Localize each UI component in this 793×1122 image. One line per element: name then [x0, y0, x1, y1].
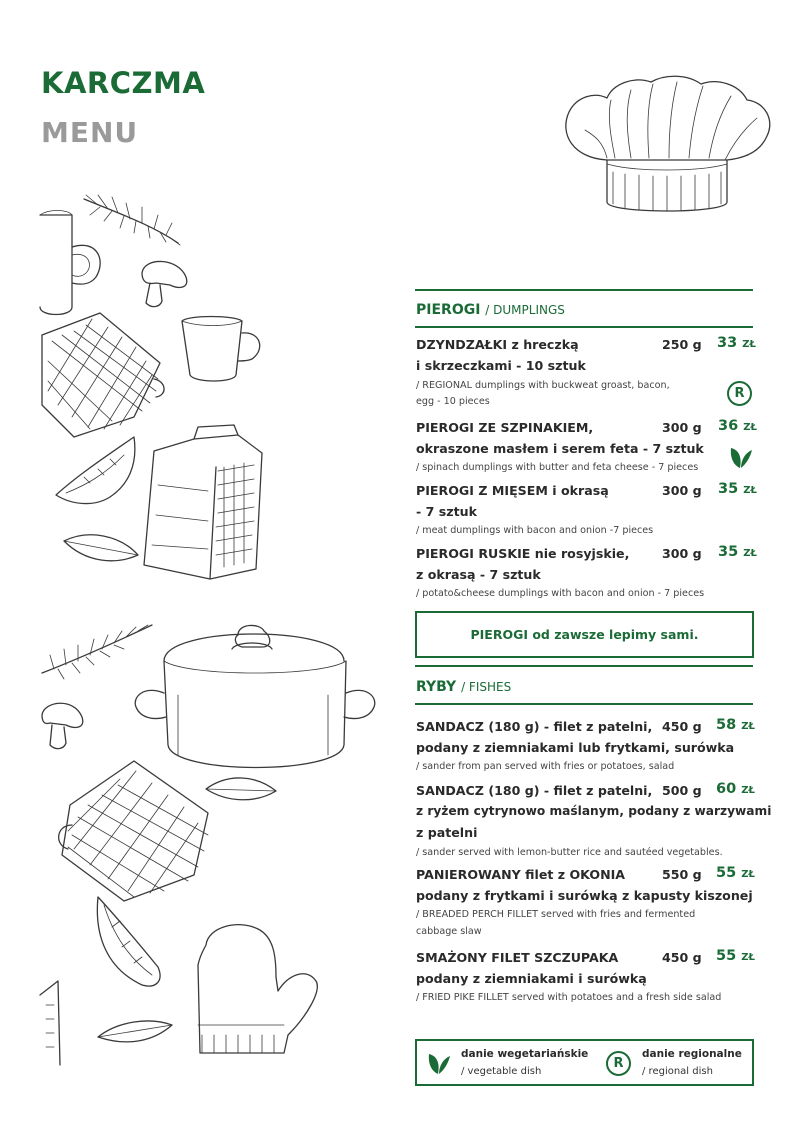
legend-box [415, 1039, 754, 1086]
dish-description: / BREADED PERCH FILLET served with fries and fermented [416, 909, 696, 920]
dish-name-cont: z ryżem cytrynowo maślanym, podany z warzywami [416, 804, 772, 818]
pierogi-notice-box [415, 611, 754, 658]
dish-name: SMAŻONY FILET SZCZUPAKA [416, 950, 619, 965]
pierogi-notice-text: PIEROGI od zawsze lepimy sami. [470, 627, 699, 642]
dish-description: / meat dumplings with bacon and onion -7 pieces [416, 525, 654, 536]
dish-name: PANIEROWANY filet z OKONIA [416, 867, 626, 882]
dish-weight: 250 g [662, 337, 702, 352]
dish-weight: 300 g [662, 483, 702, 498]
dish-price [716, 781, 755, 797]
dish-name-cont: i skrzeczkami - 10 sztuk [416, 358, 586, 373]
dish-weight: 300 g [662, 546, 702, 561]
price-value: 60 [716, 781, 737, 797]
price-value: 58 [716, 717, 737, 733]
section-divider [415, 703, 753, 705]
chef-hat-illustration [555, 72, 775, 217]
dish-name-cont: z okrasą - 7 sztuk [416, 567, 541, 582]
regional-badge-icon: R [606, 1051, 631, 1076]
legend-veg-label: danie wegetariańskie [461, 1048, 589, 1060]
section-title-ryby [416, 679, 511, 695]
dish-name-cont: podany z ziemniakami lub frytkami, surówka [416, 740, 735, 755]
currency: ZŁ [743, 485, 757, 496]
section-divider [415, 326, 753, 328]
currency: ZŁ [741, 785, 755, 796]
regional-badge-icon: R [727, 381, 752, 406]
price-value: 35 [718, 544, 739, 560]
dish-description: / sander served with lemon-butter rice and sautéed vegetables. [416, 847, 723, 858]
dish-name-cont: podany z frytkami i surówką z kapusty kiszonej [416, 888, 753, 903]
dish-price [717, 335, 756, 351]
price-value: 55 [716, 948, 737, 964]
section-title-text: PIEROGI [416, 302, 481, 318]
dish-name: PIEROGI RUSKIE nie rosyjskie, [416, 546, 630, 561]
dish-name: PIEROGI Z MIĘSEM i okrasą [416, 483, 609, 498]
currency: ZŁ [743, 422, 757, 433]
dish-weight: 450 g [662, 950, 702, 965]
dish-description: / FRIED PIKE FILLET served with potatoes and a fresh side salad [416, 992, 722, 1003]
dish-price [716, 717, 755, 733]
dish-price [718, 544, 757, 560]
dish-name: SANDACZ (180 g) - filet z patelni, [416, 719, 653, 734]
dish-name-cont: okraszone masłem i serem feta - 7 sztuk [416, 441, 704, 456]
kitchen-illustrations [38, 185, 383, 1065]
price-value: 55 [716, 865, 737, 881]
legend-reg-label: danie regionalne [642, 1048, 742, 1060]
section-title-pierogi [416, 302, 565, 318]
currency: ZŁ [743, 548, 757, 559]
price-value: 33 [717, 335, 738, 351]
section-title-en: / DUMPLINGS [485, 303, 565, 317]
dish-price [718, 481, 757, 497]
legend-reg-sub: / regional dish [642, 1066, 713, 1077]
menu-title: MENU [41, 116, 139, 149]
dish-weight: 450 g [662, 719, 702, 734]
price-value: 35 [718, 481, 739, 497]
dish-name-cont: z patelni [416, 825, 478, 840]
dish-description: / potato&cheese dumplings with bacon and onion - 7 pieces [416, 588, 705, 599]
dish-name: SANDACZ (180 g) - filet z patelni, [416, 783, 653, 798]
dish-description-cont: cabbage slaw [416, 926, 482, 937]
price-value: 36 [718, 418, 739, 434]
dish-price [716, 948, 755, 964]
dish-name-cont: podany z ziemniakami i surówką [416, 971, 647, 986]
dish-description: / REGIONAL dumplings with buckweat groast, bacon, [416, 380, 670, 391]
dish-name: PIEROGI ZE SZPINAKIEM, [416, 420, 594, 435]
section-divider [415, 289, 753, 291]
legend-veg-sub: / vegetable dish [461, 1066, 542, 1077]
dish-description: / spinach dumplings with butter and feta cheese - 7 pieces [416, 462, 699, 473]
dish-price [716, 865, 755, 881]
currency: ZŁ [741, 869, 755, 880]
dish-description: / sander from pan served with fries or potatoes, salad [416, 761, 675, 772]
dish-weight: 500 g [662, 783, 702, 798]
dish-name-cont: - 7 sztuk [416, 504, 477, 519]
currency: ZŁ [741, 721, 755, 732]
dish-weight: 550 g [662, 867, 702, 882]
section-divider [415, 665, 753, 667]
currency: ZŁ [741, 952, 755, 963]
section-title-en: / FISHES [461, 680, 512, 694]
vegetarian-leaf-icon [729, 444, 754, 470]
dish-weight: 300 g [662, 420, 702, 435]
dish-description-cont: egg - 10 pieces [416, 396, 490, 407]
currency: ZŁ [742, 339, 756, 350]
restaurant-name: KARCZMA [41, 66, 206, 100]
section-title-text: RYBY [416, 679, 457, 695]
dish-name: DZYNDZAŁKI z hreczką [416, 337, 579, 352]
vegetarian-leaf-icon [427, 1050, 452, 1076]
dish-price [718, 418, 757, 434]
